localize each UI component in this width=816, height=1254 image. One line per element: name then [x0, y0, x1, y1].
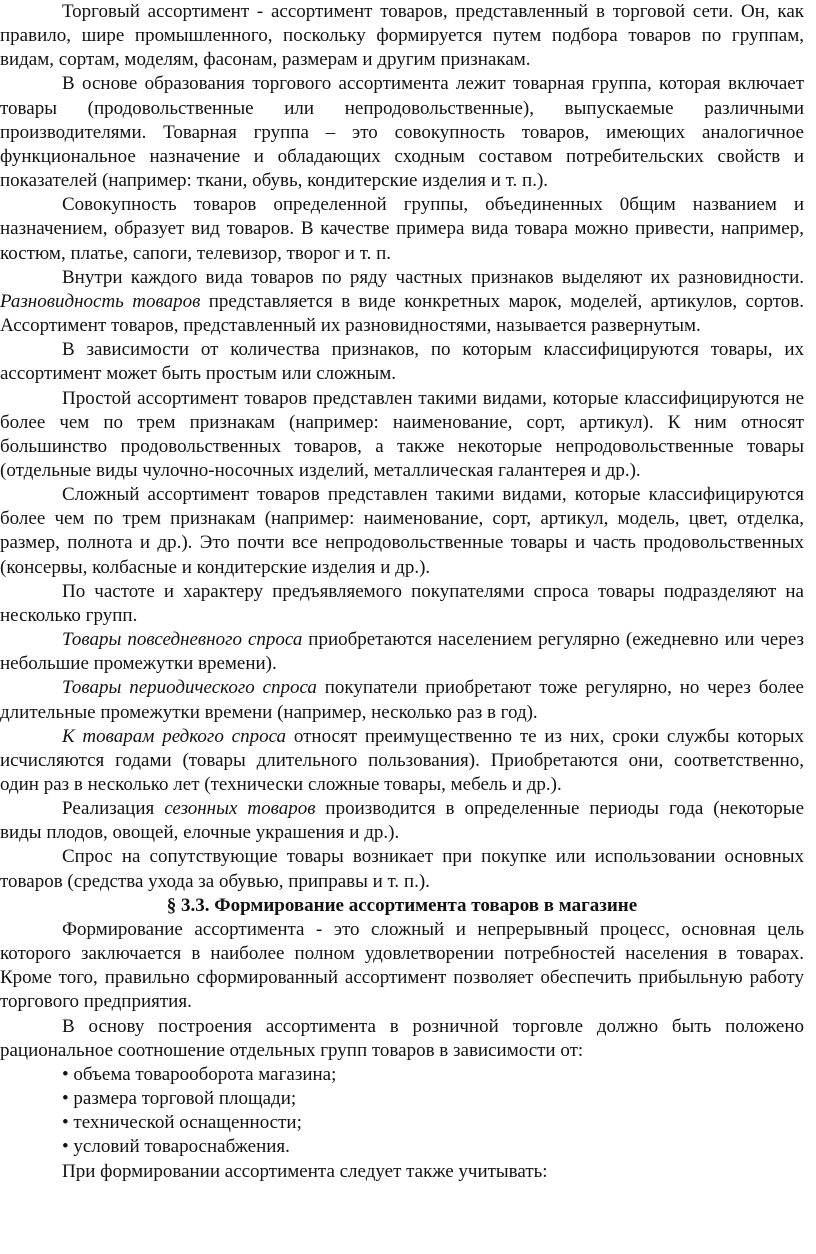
paragraph-text: представляется в виде конкретных марок, моделей, артикулов, сортов. Ассортимент товаров, представленный их разновидностями, называется развернутым. [0, 290, 804, 337]
paragraph-also-consider: При формировании ассортимента следует также учитывать: [62, 1160, 548, 1182]
paragraph-text: производится в определенные периоды года (некоторые виды плодов, овощей, елочные украшения и др.). [0, 798, 804, 844]
italic-term: Товары периодического спроса [62, 677, 317, 699]
paragraph-construction-basis: В основу построения ассортимента в розничной торговле должно быть положено рациональное соотношение отдельных групп товаров в зависимости от: [0, 1015, 804, 1061]
paragraph-seasonal-goods [0, 797, 804, 845]
paragraph-demand-groups: По частоте и характеру предъявляемого покупателями спроса товары подразделяют на несколько групп. [0, 580, 804, 626]
paragraph-text: относят преимущественно те из них, сроки службы которых исчисляются годами (товары длительного пользования). Приобретаются они, соответственно, один раз в несколько лет (технически сложные товары, мебель и др.). [0, 725, 805, 795]
paragraph-text: покупатели приобретают тоже регулярно, но через более длительные промежутки времени (например, несколько раз в год). [0, 677, 804, 723]
section-heading: § 3.3. Формирование ассортимента товаров в магазине [166, 894, 638, 916]
bullet-item: • технической оснащенности; [62, 1112, 302, 1134]
bullet-item: • объема товарооборота магазина; [62, 1063, 337, 1085]
italic-term: сезонных товаров [164, 798, 316, 820]
paragraph-text: Внутри каждого вида товаров по ряду частных признаков выделяют их разновидности. [62, 266, 804, 288]
paragraph-daily-demand [0, 628, 804, 676]
bullet-item: • условий товароснабжения. [62, 1136, 290, 1158]
paragraph-periodic-demand [0, 676, 804, 724]
italic-term: К товарам редкого спроса [62, 725, 287, 747]
paragraph-related-goods: Спрос на сопутствующие товары возникает при покупке или использовании основных товаров (средства ухода за обувью, приправы и т. п.). [0, 846, 804, 892]
bullet-item: • размера торговой площади; [62, 1088, 297, 1110]
italic-term: Товары повседневного спроса [62, 629, 303, 651]
paragraph-product-variety [0, 266, 804, 338]
paragraph-formation: Формирование ассортимента - это сложный и непрерывный процесс, основная цель которого заключается в наиболее полном удовлетворении потребностей населения в товарах. Кроме того, правильно сформированный ассортимент позволяет обеспечить прибыльную работу торгового предприятия. [0, 918, 804, 1013]
paragraph-text: Реализация [62, 798, 155, 820]
paragraph-rare-demand [0, 725, 804, 797]
paragraph-text: приобретаются населением регулярно (ежедневно или через небольшие промежутки времени). [0, 629, 804, 675]
paragraph-product-group: В основе образования торгового ассортимента лежит товарная группа, которая включает товары (продовольственные или непродовольственные), выпускаемые различными производителями. Товарная группа – это совокупность товаров, имеющих аналогичное функциональное назначение и обладающих сходным составом потребительских свойств и показателей (например: ткани, обувь, кондитерские изделия и т. п.). [0, 73, 804, 192]
paragraph-simple-assortment: Простой ассортимент товаров представлен такими видами, которые классифицируются не более чем по трем признакам (например: наименование, сорт, артикул). К ним относят большинство продовольственных товаров, а также некоторые непродовольственные товары (отдельные виды чулочно-носочных изделий, металлическая галантерея и др.). [0, 387, 804, 481]
paragraph-product-type: Совокупность товаров определенной группы, объединенных 0бщим названием и назначением, образует вид товаров. В качестве примера вида товара можно привести, например, костюм, платье, сапоги, телевизор, творог и т. п. [0, 194, 804, 264]
italic-term: Разновидность товаров [0, 290, 201, 312]
paragraph-simple-complex: В зависимости от количества признаков, по которым классифицируются товары, их ассортимент может быть простым или сложным. [0, 339, 804, 385]
paragraph-complex-assortment: Сложный ассортимент товаров представлен такими видами, которые классифицируются более чем по трем признакам (например: наименование, сорт, артикул, модель, цвет, отделка, размер, полнота и др.). Это почти все непродовольственные товары и часть продовольственных (консервы, колбасные и кондитерские изделия и др.). [0, 484, 804, 578]
paragraph-trade-assortment: Торговый ассортимент - ассортимент товаров, представленный в торговой сети. Он, как правило, шире промышленного, поскольку формируется путем подбора товаров по группам, видам, сортам, моделям, фасонам, размерам и другим признакам. [0, 1, 804, 71]
